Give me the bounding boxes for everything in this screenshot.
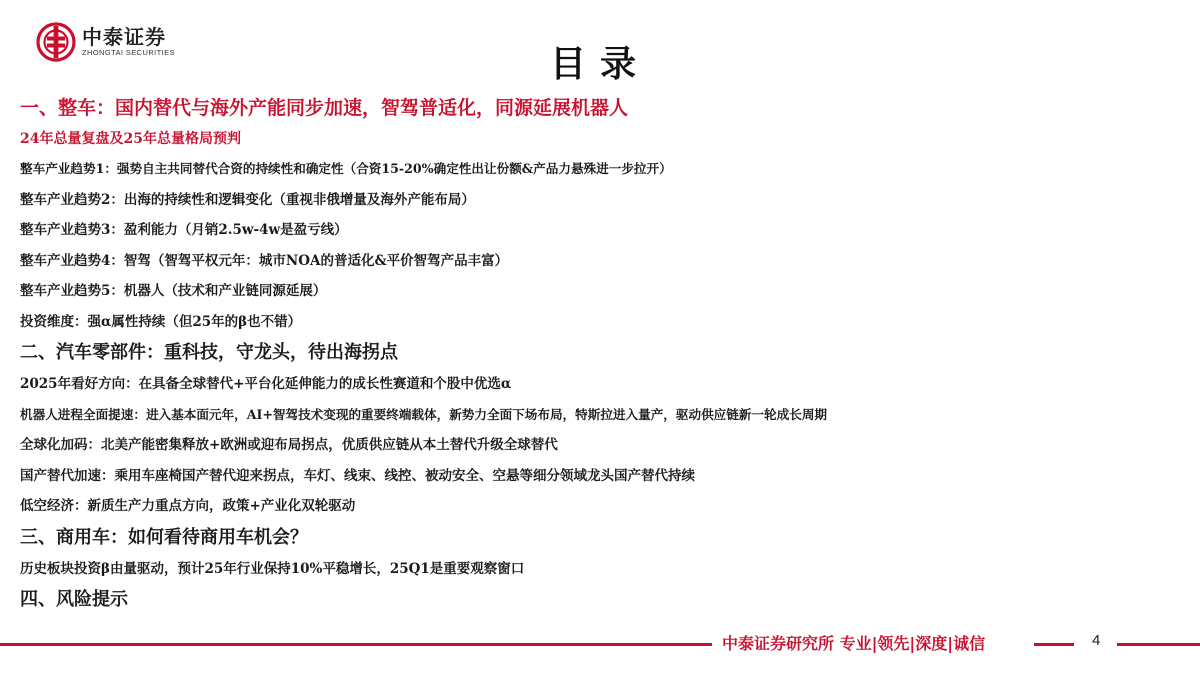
toc-section-2-heading[interactable]: 二、汽车零部件：重科技，守龙头，待出海拐点 bbox=[20, 342, 398, 363]
footer-slogan: 中泰证券研究所 专业|领先|深度|诚信 bbox=[722, 634, 986, 653]
table-of-contents bbox=[20, 92, 1180, 616]
footer-divider-left bbox=[0, 643, 712, 646]
toc-item[interactable]: 低空经济：新质生产力重点方向，政策+产业化双轮驱动 bbox=[20, 498, 356, 514]
toc-item[interactable]: 2025年看好方向：在具备全球替代+平台化延伸能力的成长性赛道和个股中优选α bbox=[20, 376, 512, 392]
logo-company-name-en: ZHONGTAI SECURITIES bbox=[82, 48, 175, 57]
footer-divider-right bbox=[1117, 643, 1200, 646]
toc-item[interactable]: 整车产业趋势4：智驾（智驾平权元年：城市NOA的普适化&平价智驾产品丰富） bbox=[20, 252, 509, 269]
toc-section-1-subheading[interactable]: 24年总量复盘及25年总量格局预判 bbox=[20, 131, 241, 147]
toc-item[interactable]: 历史板块投资β由量驱动，预计25年行业保持10%平稳增长，25Q1是重要观察窗口 bbox=[20, 560, 525, 577]
toc-section-3-heading[interactable]: 三、商用车：如何看待商用车机会？ bbox=[20, 526, 308, 548]
page-number: 4 bbox=[1092, 632, 1101, 649]
toc-section-4-heading[interactable]: 四、风险提示 bbox=[20, 589, 128, 610]
logo-company-name: 中泰证券 bbox=[82, 25, 166, 49]
toc-item[interactable]: 整车产业趋势5：机器人（技术和产业链同源延展） bbox=[20, 283, 327, 299]
toc-item[interactable]: 机器人进程全面提速：进入基本面元年，AI+智驾技术变现的重要终端载体，新势力全面下场布局，特斯拉进入量产，驱动供应链新一轮成长周期 bbox=[20, 406, 828, 422]
toc-item[interactable]: 整车产业趋势3：盈利能力（月销2.5w-4w是盈亏线） bbox=[20, 222, 348, 238]
toc-section-1-heading[interactable]: 一、整车：国内替代与海外产能同步加速，智驾普适化，同源延展机器人 bbox=[20, 97, 629, 119]
toc-item[interactable]: 整车产业趋势1：强势自主共同替代合资的持续性和确定性（合资15-20%确定性出让份额&产品力悬殊进一步拉开） bbox=[20, 161, 672, 176]
footer-divider-mid bbox=[1034, 643, 1074, 646]
toc-item[interactable]: 整车产业趋势2：出海的持续性和逻辑变化（重视非俄增量及海外产能布局） bbox=[20, 191, 475, 208]
toc-item[interactable]: 全球化加码：北美产能密集释放+欧洲或迎布局拐点，优质供应链从本土替代升级全球替代 bbox=[20, 437, 558, 453]
toc-item[interactable]: 国产替代加速：乘用车座椅国产替代迎来拐点，车灯、线束、线控、被动安全、空悬等细分领域龙头国产替代持续 bbox=[20, 467, 695, 484]
toc-item[interactable]: 投资维度：强α属性持续（但25年的β也不错） bbox=[20, 313, 302, 330]
page-title: 目录 bbox=[549, 43, 650, 85]
